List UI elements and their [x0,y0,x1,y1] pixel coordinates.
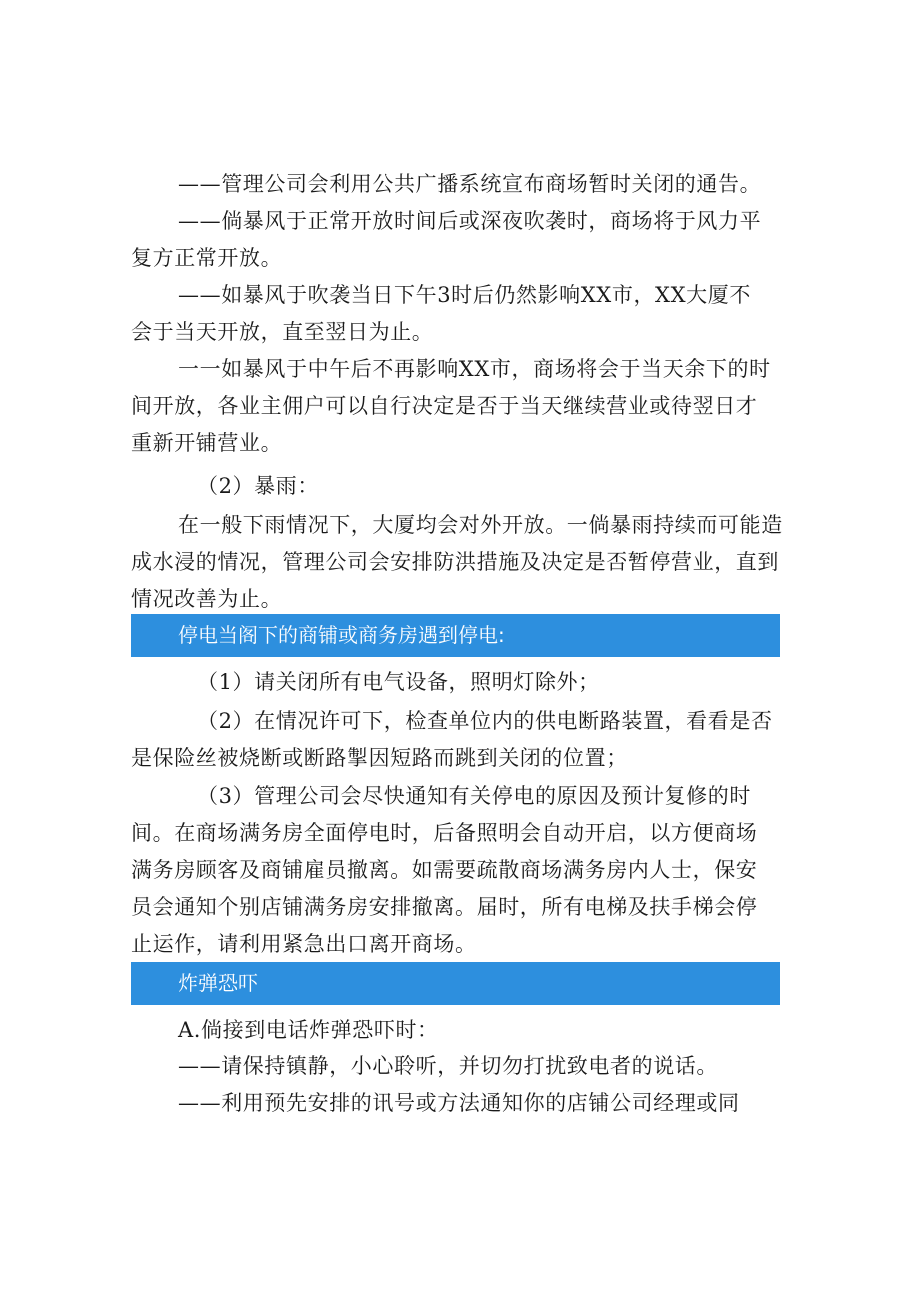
section-banner-power-outage: 停电当阁下的商铺或商务房遇到停电: [131,614,780,657]
paragraph-line: （1）请关闭所有电气设备，照明灯除外； [197,670,600,694]
paragraph-line: 会于当天开放，直至翌日为止。 [131,320,434,344]
paragraph-line: 在一般下雨情况下，大厦均会对外开放。一倘暴雨持续而可能造 [178,513,783,537]
paragraph-line: 员会通知个别店铺满务房安排撤离。届时，所有电梯及扶手梯会停 [131,895,758,919]
paragraph-line: 一一如暴风于中午后不再影响XX市，商场将会于当天余下的时 [178,357,771,381]
paragraph-line: 间。在商场满务房全面停电时，后备照明会自动开启，以方便商场 [131,821,758,845]
paragraph-line: 满务房顾客及商铺雇员撤离。如需要疏散商场满务房内人士，保安 [131,858,758,882]
paragraph-line: （2）在情况许可下，检查单位内的供电断路装置，看看是否 [197,709,773,733]
paragraph-line: ——管理公司会利用公共广播系统宣布商场暂时关闭的通告。 [178,172,762,196]
section-banner-bomb-threat: 炸弹恐吓 [131,962,780,1005]
paragraph-line: 间开放，各业主佣户可以自行决定是否于当天继续营业或待翌日才 [131,394,758,418]
paragraph-line: ——倘暴风于正常开放时间后或深夜吹袭时，商场将于风力平 [178,209,762,233]
paragraph-line: ——如暴风于吹袭当日下午3时后仍然影响XX市，XX大厦不 [178,283,751,307]
paragraph-line: 是保险丝被烧断或断路掣因短路而跳到关闭的位置； [131,746,628,770]
paragraph-line: 复方正常开放。 [131,246,283,270]
paragraph-line: （3）管理公司会尽快通知有关停电的原因及预计复修的时 [197,784,751,808]
paragraph-line: ——利用预先安排的讯号或方法通知你的店铺公司经理或同 [178,1091,740,1115]
paragraph-line: 重新开铺营业。 [131,431,283,455]
paragraph-line: A.倘接到电话炸弹恐吓时： [178,1018,439,1042]
paragraph-line: 止运作，请利用紧急出口离开商场。 [131,932,477,956]
paragraph-line: ——请保持镇静，小心聆听，并切勿打扰致电者的说话。 [178,1054,718,1078]
paragraph-line: 情况改善为止。 [131,587,283,611]
rainstorm-heading: （2）暴雨： [197,474,319,498]
paragraph-line: 成水浸的情况，管理公司会安排防洪措施及决定是否暂停营业，直到 [131,550,779,574]
